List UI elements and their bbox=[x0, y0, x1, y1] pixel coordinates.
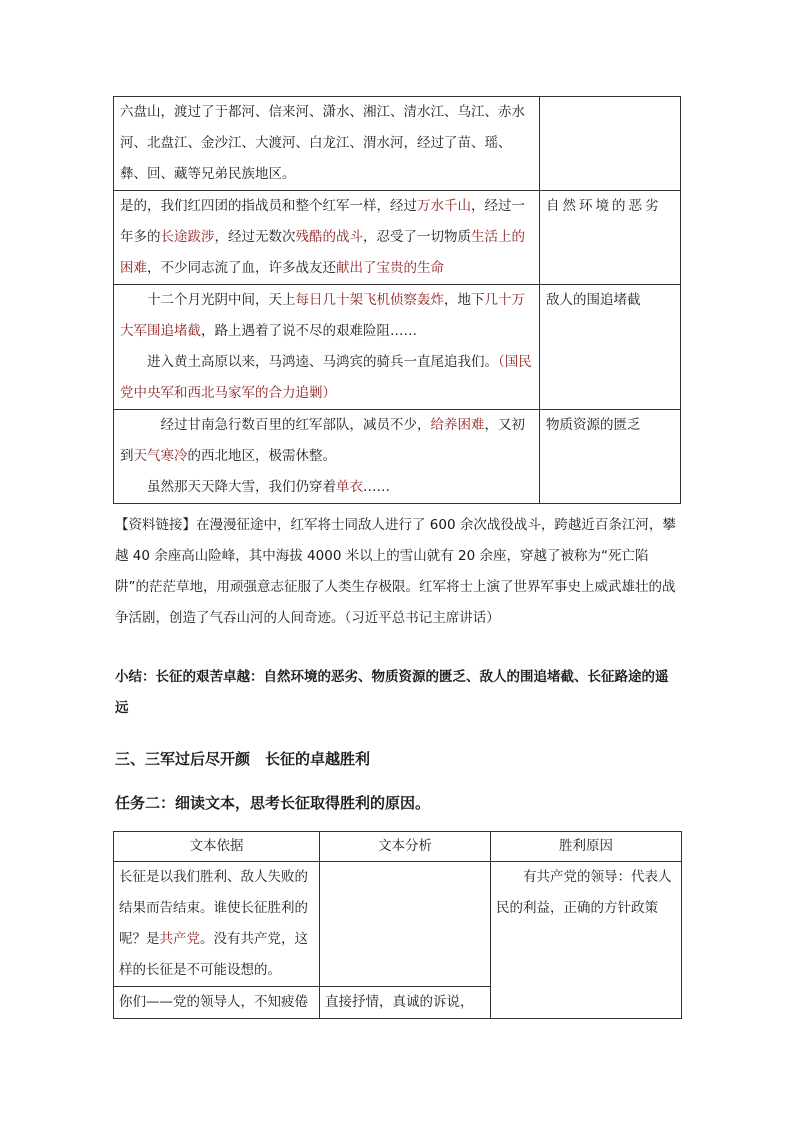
text-span: …… bbox=[363, 479, 390, 495]
text-span: 长征是以我们胜利、敌人失败的结果而告结束。谁使长征胜利的呢？是 bbox=[119, 869, 308, 947]
text-span: 虽然那天天降大雪，我们仍穿着 bbox=[147, 479, 336, 495]
cell-note: 物质资源的匮乏 bbox=[546, 417, 641, 433]
text-span: ，又初到 bbox=[120, 417, 525, 464]
table-row bbox=[114, 410, 681, 504]
long-march-hardship-table bbox=[113, 96, 681, 504]
analysis-cell bbox=[320, 862, 491, 987]
note-cell bbox=[540, 97, 681, 191]
highlight-text: 长途跋涉 bbox=[160, 229, 215, 245]
text-cell bbox=[114, 191, 540, 285]
highlight-text: 天气寒冷 bbox=[133, 448, 188, 464]
evidence-cell bbox=[114, 862, 320, 987]
note-cell bbox=[540, 285, 681, 410]
text-span: ，不少同志流了血，许多战友还 bbox=[147, 260, 336, 276]
header-cell: 胜利原因 bbox=[491, 832, 682, 862]
paragraph bbox=[120, 472, 535, 503]
text-span: ，忍受了一切物质 bbox=[363, 229, 471, 245]
highlight-text: 共产党 bbox=[159, 931, 200, 947]
cell-note: 自然环境的恶劣 bbox=[546, 198, 662, 214]
text-span: 十二个月光阴中间，天上 bbox=[147, 292, 296, 308]
highlight-text: 万水千山 bbox=[417, 198, 471, 214]
header-cell: 文本依据 bbox=[114, 832, 320, 862]
highlight-text: 献出了宝贵的生命 bbox=[336, 260, 444, 276]
header-cell: 文本分析 bbox=[320, 832, 491, 862]
paragraph bbox=[120, 410, 535, 472]
resource-link-paragraph: 【资料链接】在漫漫征途中，红军将士同敌人进行了 600 余次战役战斗，跨越近百条江河，攀越 40 余座高山险峰，其中海拔 4000 米以上的雪山就有 20 余座，穿越了被称为“死亡陷阱”的茫茫草地，用顽强意志征服了人类生存极限。红军将士上演了世界军事史上威武雄壮的战争活剧，创造了气吞山河的人间奇迹。（习近平总书记主席讲话） bbox=[115, 517, 676, 626]
task-two-title: 任务二：细读文本，思考长征取得胜利的原因。 bbox=[115, 794, 431, 812]
highlight-text: 给养困难 bbox=[430, 417, 485, 433]
table-row bbox=[114, 97, 681, 191]
highlight-text: 生活上的困难 bbox=[120, 229, 525, 276]
cell-text: 你们——党的领导人，不知疲倦 bbox=[119, 994, 308, 1010]
cell-text: 六盘山，渡过了于都河、信来河、潇水、湘江、清水江、乌江、赤水河、北盘江、金沙江、大渡河、白龙江、渭水河，经过了苗、瑶、彝、回、藏等兄弟民族地区。 bbox=[120, 104, 525, 182]
cell-analysis: 直接抒情，真诚的诉说， bbox=[325, 994, 474, 1010]
table-row bbox=[114, 862, 682, 987]
text-span: ，路上遇着了说不尽的艰难险阻…… bbox=[201, 323, 417, 339]
paragraph bbox=[120, 285, 535, 347]
text-span: ，地下 bbox=[444, 292, 485, 308]
text-span: 。没有共产党，这样的长征是不可能设想的。 bbox=[119, 931, 308, 978]
reason-cell bbox=[491, 862, 682, 1019]
note-cell bbox=[540, 410, 681, 504]
text-cell bbox=[114, 285, 540, 410]
text-span: 是的，我们红四团的指战员和整个红军一样，经过 bbox=[120, 198, 417, 214]
table-header-row bbox=[114, 832, 682, 862]
section-three-title: 三、三军过后尽开颜 长征的卓越胜利 bbox=[115, 750, 371, 768]
cell-reason: 有共产党的领导：代表人民的利益，正确的方针政策 bbox=[496, 869, 672, 916]
text-span: ，经过无数次 bbox=[214, 229, 296, 245]
cell-note: 敌人的围追堵截 bbox=[546, 292, 641, 308]
note-cell bbox=[540, 191, 681, 285]
highlight-text: 每日几十架 bbox=[295, 292, 363, 308]
table-row bbox=[114, 285, 681, 410]
analysis-cell bbox=[320, 987, 491, 1019]
paragraph bbox=[120, 347, 535, 409]
text-cell bbox=[114, 410, 540, 504]
text-span: 经过甘南急行数百里的红军部队，减员不少， bbox=[160, 417, 431, 433]
evidence-cell bbox=[114, 987, 320, 1019]
summary-paragraph: 小结：长征的艰苦卓越：自然环境的恶劣、物质资源的匮乏、敌人的围追堵截、长征路途的遥远 bbox=[115, 669, 669, 716]
table-row bbox=[114, 191, 681, 285]
text-cell bbox=[114, 97, 540, 191]
highlight-text: 几十万大军围追堵截 bbox=[120, 292, 525, 339]
text-span: ，经过一年多的 bbox=[120, 198, 525, 245]
highlight-text: 飞机侦察轰炸 bbox=[363, 292, 444, 308]
highlight-text: 单衣 bbox=[336, 479, 363, 495]
victory-reasons-table bbox=[113, 831, 682, 1019]
highlight-text: 残酷的战斗 bbox=[295, 229, 363, 245]
text-span: 进入黄土高原以来，马鸿逵、马鸿宾的骑兵一直尾追我们。 bbox=[147, 354, 498, 370]
highlight-text: （国民党中央军和西北马家军的合力追剿） bbox=[120, 354, 532, 401]
text-span: 的西北地区，极需休整。 bbox=[187, 448, 336, 464]
